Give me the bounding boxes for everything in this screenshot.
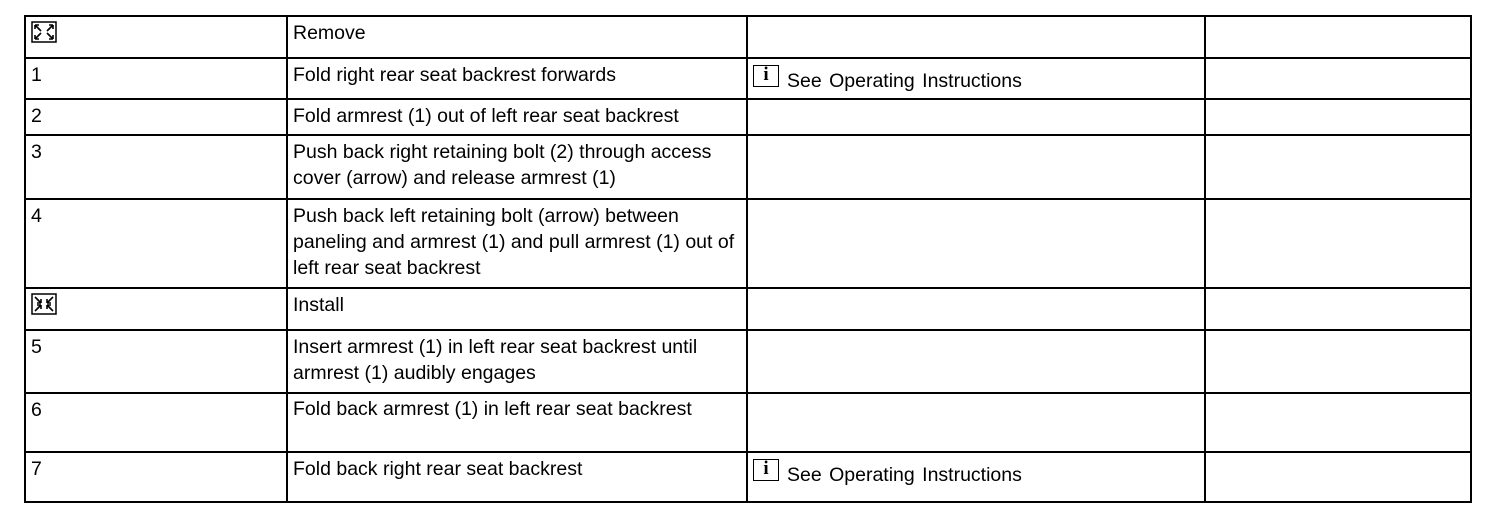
step-number: 5	[25, 330, 287, 393]
table-row	[25, 199, 1471, 288]
remove-icon	[31, 21, 57, 43]
table-row	[25, 393, 1471, 452]
step-cell	[25, 288, 287, 330]
step-number: 7	[25, 452, 287, 502]
note-cell	[747, 452, 1205, 502]
note-cell	[747, 393, 1205, 452]
instruction-cell: Remove	[287, 16, 747, 58]
instruction-cell: Fold back right rear seat backrest	[287, 452, 747, 502]
note-text: See Operating Instructions	[787, 464, 1022, 486]
step-cell	[25, 16, 287, 58]
table-row	[25, 135, 1471, 199]
note-text: See Operating Instructions	[787, 70, 1022, 92]
note-cell	[747, 135, 1205, 199]
empty-cell	[1205, 99, 1471, 135]
empty-cell	[1205, 452, 1471, 502]
table-row	[25, 330, 1471, 393]
note-cell	[747, 99, 1205, 135]
info-icon: i	[753, 459, 779, 481]
empty-cell	[1205, 393, 1471, 452]
instruction-cell: Fold back armrest (1) in left rear seat backrest	[287, 393, 747, 452]
table-row	[25, 16, 1471, 58]
info-icon: i	[753, 65, 779, 87]
step-number: 4	[25, 199, 287, 288]
table-row	[25, 288, 1471, 330]
table-row	[25, 99, 1471, 135]
instruction-cell: Fold armrest (1) out of left rear seat backrest	[287, 99, 747, 135]
procedure-table	[24, 15, 1472, 503]
install-icon	[31, 293, 57, 315]
note-cell	[747, 288, 1205, 330]
instruction-cell: Push back right retaining bolt (2) through access cover (arrow) and release armrest (1)	[287, 135, 747, 199]
instruction-cell: Push back left retaining bolt (arrow) between paneling and armrest (1) and pull armrest (1) out of left rear seat backrest	[287, 199, 747, 288]
empty-cell	[1205, 288, 1471, 330]
table-row	[25, 58, 1471, 99]
empty-cell	[1205, 135, 1471, 199]
instruction-cell: Fold right rear seat backrest forwards	[287, 58, 747, 99]
note-cell	[747, 330, 1205, 393]
empty-cell	[1205, 58, 1471, 99]
step-number: 1	[25, 58, 287, 99]
note-cell	[747, 16, 1205, 58]
step-number: 6	[25, 393, 287, 452]
table-row	[25, 452, 1471, 502]
empty-cell	[1205, 199, 1471, 288]
empty-cell	[1205, 330, 1471, 393]
step-number: 3	[25, 135, 287, 199]
step-number: 2	[25, 99, 287, 135]
instruction-cell: Install	[287, 288, 747, 330]
instruction-cell: Insert armrest (1) in left rear seat backrest until armrest (1) audibly engages	[287, 330, 747, 393]
empty-cell	[1205, 16, 1471, 58]
note-cell	[747, 199, 1205, 288]
note-cell	[747, 58, 1205, 99]
